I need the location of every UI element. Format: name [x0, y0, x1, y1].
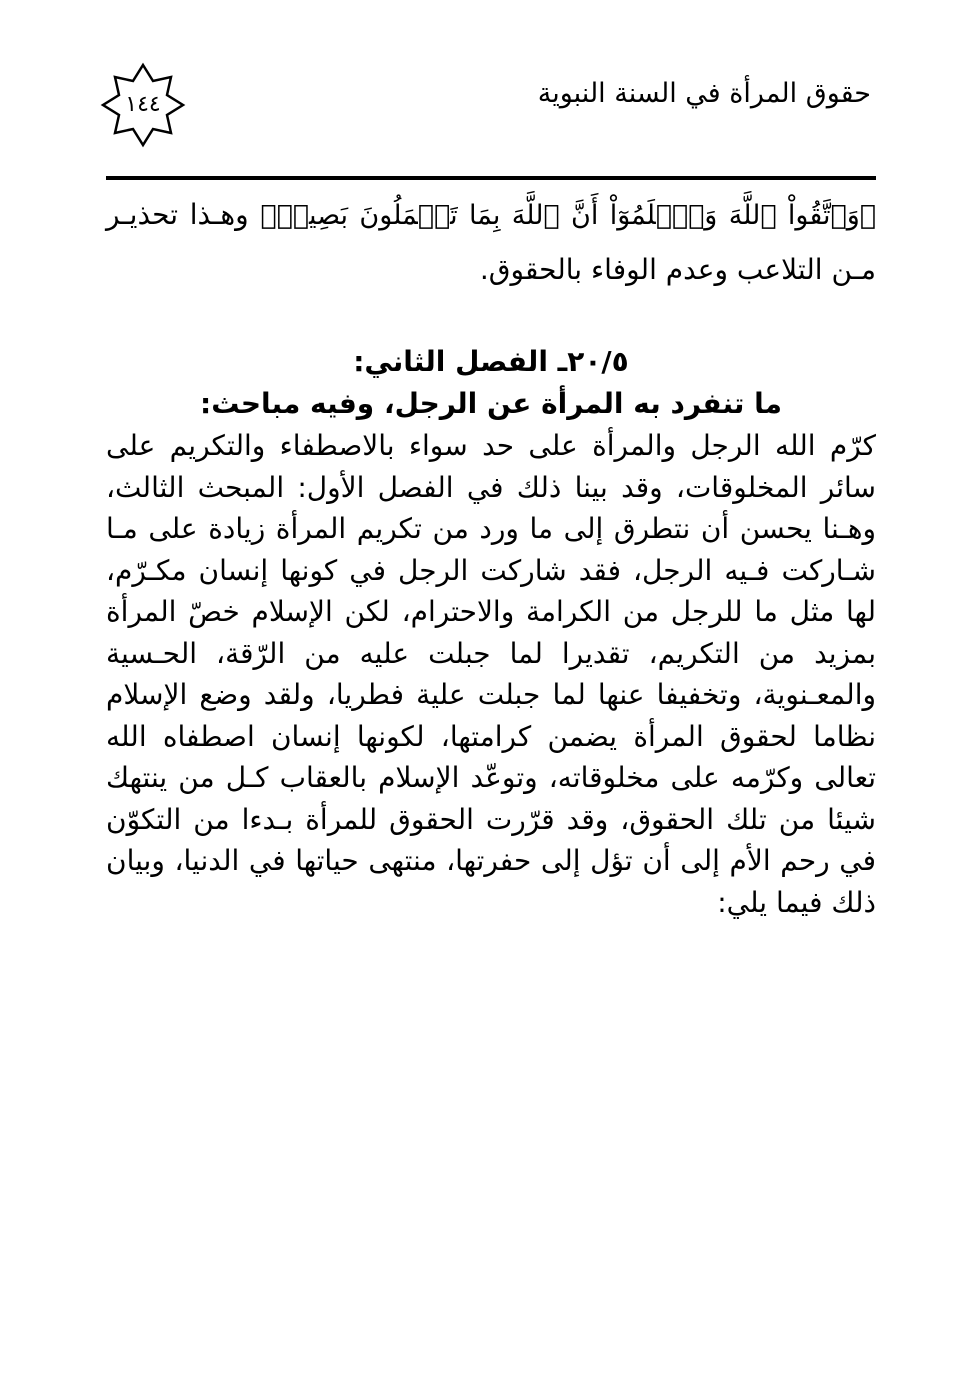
section-subheading: ما تنفرد به المرأة عن الرجل، وفيه مباحث: [200, 387, 782, 420]
page-content [106, 188, 876, 923]
page-number: ١٤٤ [125, 92, 161, 117]
header-divider [106, 176, 876, 180]
section-body-paragraph: كرّم الله الرجل والمرأة على حد سواء بالاصطفاء والتكريم على سائر المخلوقات، وقد بينا ذلك في الفصل الأول: المبحث الثالث، وهـنا يحسن أن نتطرق إلى ما ورد من تكريم المرأة زيادة على مـا شـاركت فـيه الرجل، فقد شاركت الرجل في كونها إنسان مكـرّم، لها مثل ما للرجل من الكرامة والاحترام، لكن الإسلام خصّ المرأة بمزيد من التكريم، تقديرا لما جبلت عليه من الرّقة، الحـسية والمعـنوية، وتخفيفا عنها لما جبلت علية فطريا، ولقد وضع الإسلام نظاما لحقوق المرأة يضمن كرامتها، لكونها إنسان اصطفاه الله تعالى وكرّمه على مخلوقاته، وتوعّد الإسلام بالعقاب كـل من ينتهك شيئا من تلك الحقوق، وقد قرّرت الحقوق للمرأة بـدءا من التكوّن في رحم الأم إلى أن تؤل إلى حفرتها، منتهى حياتها في الدنيا، وبيان ذلك فيما يلي: [106, 429, 876, 919]
quran-verse: ﴿وَٱتَّقُواْ ٱللَّهَ وَٱعۡلَمُوٓاْ أَنَّ ٱللَّهَ بِمَا تَعۡمَلُونَ بَصِيرٞ﴾ [260, 200, 876, 231]
intro-paragraph [106, 188, 876, 297]
page-number-badge [100, 62, 186, 148]
section-heading: ٢٠/٥ـ الفصل الثاني: [353, 345, 629, 378]
intro-text: وهـذا تحذيـر مـن التلاعب وعدم الوفاء بالحقوق. [106, 198, 876, 286]
running-header-title: حقوق المرأة في السنة النبوية [537, 78, 871, 109]
